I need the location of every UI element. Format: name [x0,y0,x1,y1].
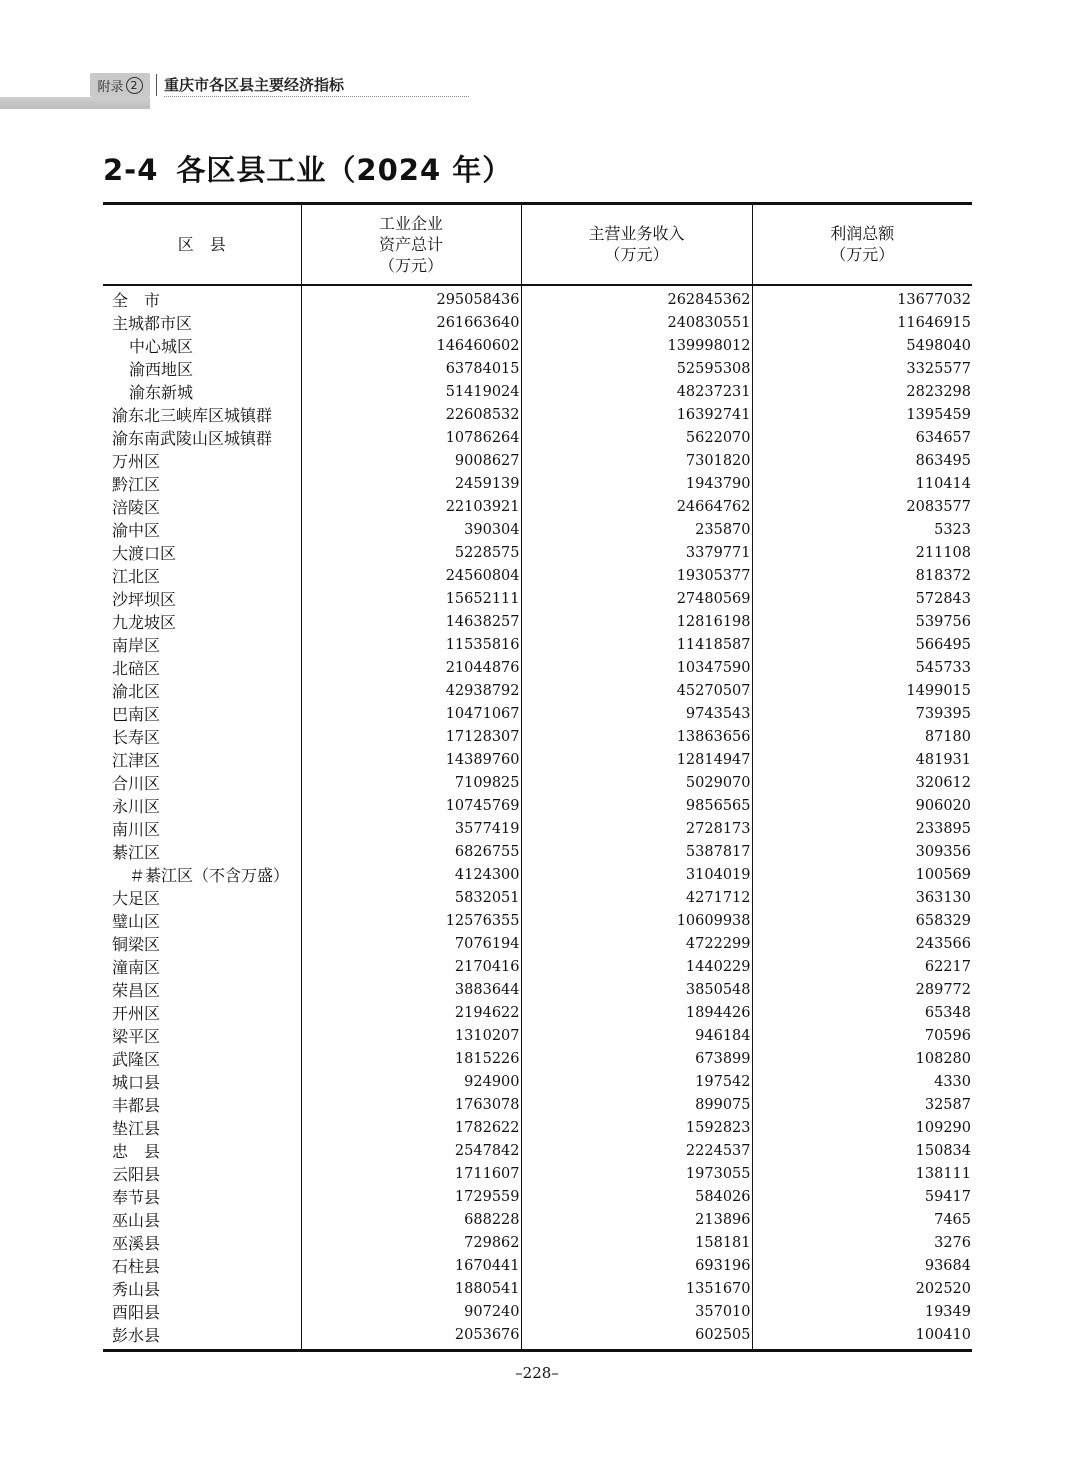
assets-cell: 1711607 [301,1163,521,1186]
table-row [103,680,972,703]
table-row [103,1048,972,1071]
profit-cell: 539756 [752,611,972,634]
assets-cell: 1310207 [301,1025,521,1048]
district-name-cell: 城口县 [112,1072,161,1092]
revenue-cell: 10609938 [521,910,752,933]
district-name-cell: 武隆区 [112,1049,161,1069]
district-name-cell: ＃綦江区（不含万盛） [129,865,290,885]
district-name-cell: 九龙坡区 [112,612,177,632]
assets-cell: 7109825 [301,772,521,795]
appendix-tag-label: 附录 [97,79,124,95]
assets-cell: 14638257 [301,611,521,634]
district-name-cell: 沙坪坝区 [112,589,177,609]
profit-cell: 1395459 [752,404,972,427]
assets-cell: 688228 [301,1209,521,1232]
revenue-cell: 11418587 [521,634,752,657]
district-name-cell: 涪陵区 [112,497,161,517]
col-header-profit: 利润总额 （万元） [752,204,972,285]
table-row [103,312,972,335]
district-name-cell: 丰都县 [112,1095,161,1115]
assets-cell: 63784015 [301,358,521,381]
assets-cell: 24560804 [301,565,521,588]
profit-cell: 211108 [752,542,972,565]
assets-cell: 907240 [301,1301,521,1324]
profit-cell: 4330 [752,1071,972,1094]
revenue-cell: 3379771 [521,542,752,565]
table-row [103,1255,972,1278]
revenue-cell: 24664762 [521,496,752,519]
profit-cell: 110414 [752,473,972,496]
profit-cell: 19349 [752,1301,972,1324]
profit-cell: 906020 [752,795,972,818]
revenue-cell: 213896 [521,1209,752,1232]
profit-cell: 11646915 [752,312,972,335]
revenue-cell: 235870 [521,519,752,542]
profit-cell: 13677032 [752,285,972,312]
table-row [103,657,972,680]
profit-cell: 634657 [752,427,972,450]
appendix-number-badge: 2 [126,77,143,94]
table-row [103,473,972,496]
assets-cell: 42938792 [301,680,521,703]
revenue-cell: 45270507 [521,680,752,703]
table-row [103,1232,972,1255]
revenue-cell: 10347590 [521,657,752,680]
revenue-cell: 3104019 [521,864,752,887]
assets-cell: 1815226 [301,1048,521,1071]
revenue-cell: 4271712 [521,887,752,910]
profit-cell: 572843 [752,588,972,611]
district-name-cell: 渝北区 [112,681,161,701]
district-name-cell: 渝中区 [112,520,161,540]
profit-cell: 3325577 [752,358,972,381]
table-row [103,864,972,887]
assets-cell: 2547842 [301,1140,521,1163]
assets-cell: 22103921 [301,496,521,519]
district-name-cell: 梁平区 [112,1026,161,1046]
assets-cell: 4124300 [301,864,521,887]
table-row [103,910,972,933]
revenue-cell: 158181 [521,1232,752,1255]
header-rule [164,96,469,97]
revenue-cell: 693196 [521,1255,752,1278]
revenue-cell: 2224537 [521,1140,752,1163]
profit-cell: 320612 [752,772,972,795]
profit-cell: 363130 [752,887,972,910]
assets-cell: 11535816 [301,634,521,657]
profit-cell: 1499015 [752,680,972,703]
district-name-cell: 永川区 [112,796,161,816]
profit-cell: 138111 [752,1163,972,1186]
profit-cell: 863495 [752,450,972,473]
profit-cell: 202520 [752,1278,972,1301]
profit-cell: 2083577 [752,496,972,519]
table-row [103,1071,972,1094]
district-name-cell: 大足区 [112,888,161,908]
assets-cell: 51419024 [301,381,521,404]
profit-cell: 62217 [752,956,972,979]
profit-cell: 233895 [752,818,972,841]
revenue-cell: 2728173 [521,818,752,841]
district-name-cell: 合川区 [112,773,161,793]
table-row [103,703,972,726]
assets-cell: 1782622 [301,1117,521,1140]
table-row [103,404,972,427]
revenue-cell: 673899 [521,1048,752,1071]
assets-cell: 2194622 [301,1002,521,1025]
profit-cell: 289772 [752,979,972,1002]
table-row [103,726,972,749]
profit-cell: 65348 [752,1002,972,1025]
table-row [103,335,972,358]
table-row [103,1209,972,1232]
profit-cell: 7465 [752,1209,972,1232]
district-name-cell: 渝西地区 [129,359,194,379]
revenue-cell: 52595308 [521,358,752,381]
revenue-cell: 16392741 [521,404,752,427]
table-row [103,565,972,588]
table-row [103,588,972,611]
header-divider [156,74,157,96]
assets-cell: 261663640 [301,312,521,335]
revenue-cell: 197542 [521,1071,752,1094]
district-name-cell: 铜梁区 [112,934,161,954]
district-name-cell: 云阳县 [112,1164,161,1184]
revenue-cell: 1973055 [521,1163,752,1186]
table-row [103,1140,972,1163]
table-row [103,519,972,542]
district-name-cell: 奉节县 [112,1187,161,1207]
profit-cell: 87180 [752,726,972,749]
table-row [103,818,972,841]
table-row [103,887,972,910]
table-row [103,795,972,818]
revenue-cell: 946184 [521,1025,752,1048]
assets-cell: 10471067 [301,703,521,726]
table-row [103,1094,972,1117]
assets-cell: 6826755 [301,841,521,864]
table-row [103,979,972,1002]
table-row [103,611,972,634]
table-header-row [103,204,972,285]
revenue-cell: 3850548 [521,979,752,1002]
assets-cell: 22608532 [301,404,521,427]
assets-cell: 295058436 [301,285,521,312]
revenue-cell: 12816198 [521,611,752,634]
table-row [103,1301,972,1324]
profit-cell: 150834 [752,1140,972,1163]
table-row [103,634,972,657]
district-name-cell: 北碚区 [112,658,161,678]
revenue-cell: 13863656 [521,726,752,749]
profit-cell: 100410 [752,1324,972,1351]
profit-cell: 3276 [752,1232,972,1255]
table-row [103,1163,972,1186]
col-header-revenue: 主营业务收入 （万元） [521,204,752,285]
district-name-cell: 中心城区 [129,336,194,356]
district-name-cell: 江北区 [112,566,161,586]
district-name-cell: 主城都市区 [112,313,193,333]
revenue-cell: 899075 [521,1094,752,1117]
table-row [103,542,972,565]
assets-cell: 2459139 [301,473,521,496]
assets-cell: 1729559 [301,1186,521,1209]
page-title [103,148,512,189]
profit-cell: 59417 [752,1186,972,1209]
revenue-cell: 5387817 [521,841,752,864]
table-row [103,772,972,795]
district-name-cell: 大渡口区 [112,543,177,563]
revenue-cell: 19305377 [521,565,752,588]
assets-cell: 1670441 [301,1255,521,1278]
table-row [103,1186,972,1209]
table-row [103,841,972,864]
profit-cell: 108280 [752,1048,972,1071]
assets-cell: 15652111 [301,588,521,611]
revenue-cell: 602505 [521,1324,752,1351]
assets-cell: 2053676 [301,1324,521,1351]
district-name-cell: 南川区 [112,819,161,839]
table-row [103,1278,972,1301]
table-row [103,1324,972,1351]
district-name-cell: 万州区 [112,451,161,471]
revenue-cell: 1440229 [521,956,752,979]
revenue-cell: 1894426 [521,1002,752,1025]
profit-cell: 93684 [752,1255,972,1278]
table-row [103,450,972,473]
district-name-cell: 石柱县 [112,1256,161,1276]
district-name-cell: 潼南区 [112,957,161,977]
profit-cell: 658329 [752,910,972,933]
assets-cell: 12576355 [301,910,521,933]
assets-cell: 5228575 [301,542,521,565]
profit-cell: 2823298 [752,381,972,404]
district-name-cell: 渝东南武陵山区城镇群 [112,428,273,448]
profit-cell: 309356 [752,841,972,864]
page-number: –228– [515,1364,559,1382]
table-row [103,933,972,956]
revenue-cell: 4722299 [521,933,752,956]
profit-cell: 100569 [752,864,972,887]
assets-cell: 5832051 [301,887,521,910]
appendix-tag [90,73,150,97]
profit-cell: 566495 [752,634,972,657]
table-row [103,749,972,772]
district-name-cell: 黔江区 [112,474,161,494]
col-header-assets: 工业企业 资产总计 （万元） [301,204,521,285]
district-name-cell: 巫山县 [112,1210,161,1230]
revenue-cell: 1351670 [521,1278,752,1301]
profit-cell: 70596 [752,1025,972,1048]
section-title: 重庆市各区县主要经济指标 [164,76,345,94]
district-name-cell: 綦江区 [112,842,161,862]
revenue-cell: 27480569 [521,588,752,611]
district-name-cell: 秀山县 [112,1279,161,1299]
assets-cell: 17128307 [301,726,521,749]
assets-cell: 3883644 [301,979,521,1002]
header-band [0,97,150,109]
profit-cell: 243566 [752,933,972,956]
table-row [103,427,972,450]
assets-cell: 924900 [301,1071,521,1094]
district-name-cell: 渝东新城 [129,382,194,402]
district-name-cell: 彭水县 [103,1324,301,1351]
revenue-cell: 5622070 [521,427,752,450]
table-row [103,1117,972,1140]
district-name-cell: 全 市 [112,290,161,310]
revenue-cell: 9856565 [521,795,752,818]
revenue-cell: 262845362 [521,285,752,312]
assets-cell: 9008627 [301,450,521,473]
table-number: 2-4 [103,153,159,187]
assets-cell: 21044876 [301,657,521,680]
assets-cell: 729862 [301,1232,521,1255]
district-name-cell: 荣昌区 [112,980,161,1000]
assets-cell: 146460602 [301,335,521,358]
profit-cell: 5323 [752,519,972,542]
district-name-cell: 开州区 [112,1003,161,1023]
assets-cell: 390304 [301,519,521,542]
table-row [103,1002,972,1025]
district-name-cell: 江津区 [112,750,161,770]
table-row [103,956,972,979]
table-row [103,381,972,404]
revenue-cell: 139998012 [521,335,752,358]
profit-cell: 5498040 [752,335,972,358]
assets-cell: 7076194 [301,933,521,956]
revenue-cell: 240830551 [521,312,752,335]
revenue-cell: 9743543 [521,703,752,726]
district-name-cell: 巫溪县 [112,1233,161,1253]
district-name-cell: 垫江县 [112,1118,161,1138]
assets-cell: 10745769 [301,795,521,818]
profit-cell: 109290 [752,1117,972,1140]
table-row [103,358,972,381]
profit-cell: 818372 [752,565,972,588]
revenue-cell: 7301820 [521,450,752,473]
revenue-cell: 584026 [521,1186,752,1209]
district-name-cell: 巴南区 [112,704,161,724]
table-row [103,496,972,519]
table-row [103,285,972,312]
revenue-cell: 5029070 [521,772,752,795]
profit-cell: 32587 [752,1094,972,1117]
district-name-cell: 酉阳县 [112,1302,161,1322]
assets-cell: 2170416 [301,956,521,979]
profit-cell: 739395 [752,703,972,726]
assets-cell: 14389760 [301,749,521,772]
assets-cell: 3577419 [301,818,521,841]
district-name-cell: 南岸区 [112,635,161,655]
profit-cell: 545733 [752,657,972,680]
assets-cell: 1880541 [301,1278,521,1301]
revenue-cell: 357010 [521,1301,752,1324]
district-name-cell: 璧山区 [112,911,161,931]
profit-cell: 481931 [752,749,972,772]
district-name-cell: 长寿区 [112,727,161,747]
assets-cell: 1763078 [301,1094,521,1117]
table-body [103,285,972,1351]
table-title: 各区县工业（2024 年） [176,153,513,187]
revenue-cell: 1943790 [521,473,752,496]
industry-table [103,202,972,1352]
revenue-cell: 12814947 [521,749,752,772]
revenue-cell: 48237231 [521,381,752,404]
col-header-district: 区 县 [103,204,301,285]
district-name-cell: 忠 县 [112,1141,161,1161]
revenue-cell: 1592823 [521,1117,752,1140]
assets-cell: 10786264 [301,427,521,450]
district-name-cell: 渝东北三峡库区城镇群 [112,405,273,425]
table-row [103,1025,972,1048]
